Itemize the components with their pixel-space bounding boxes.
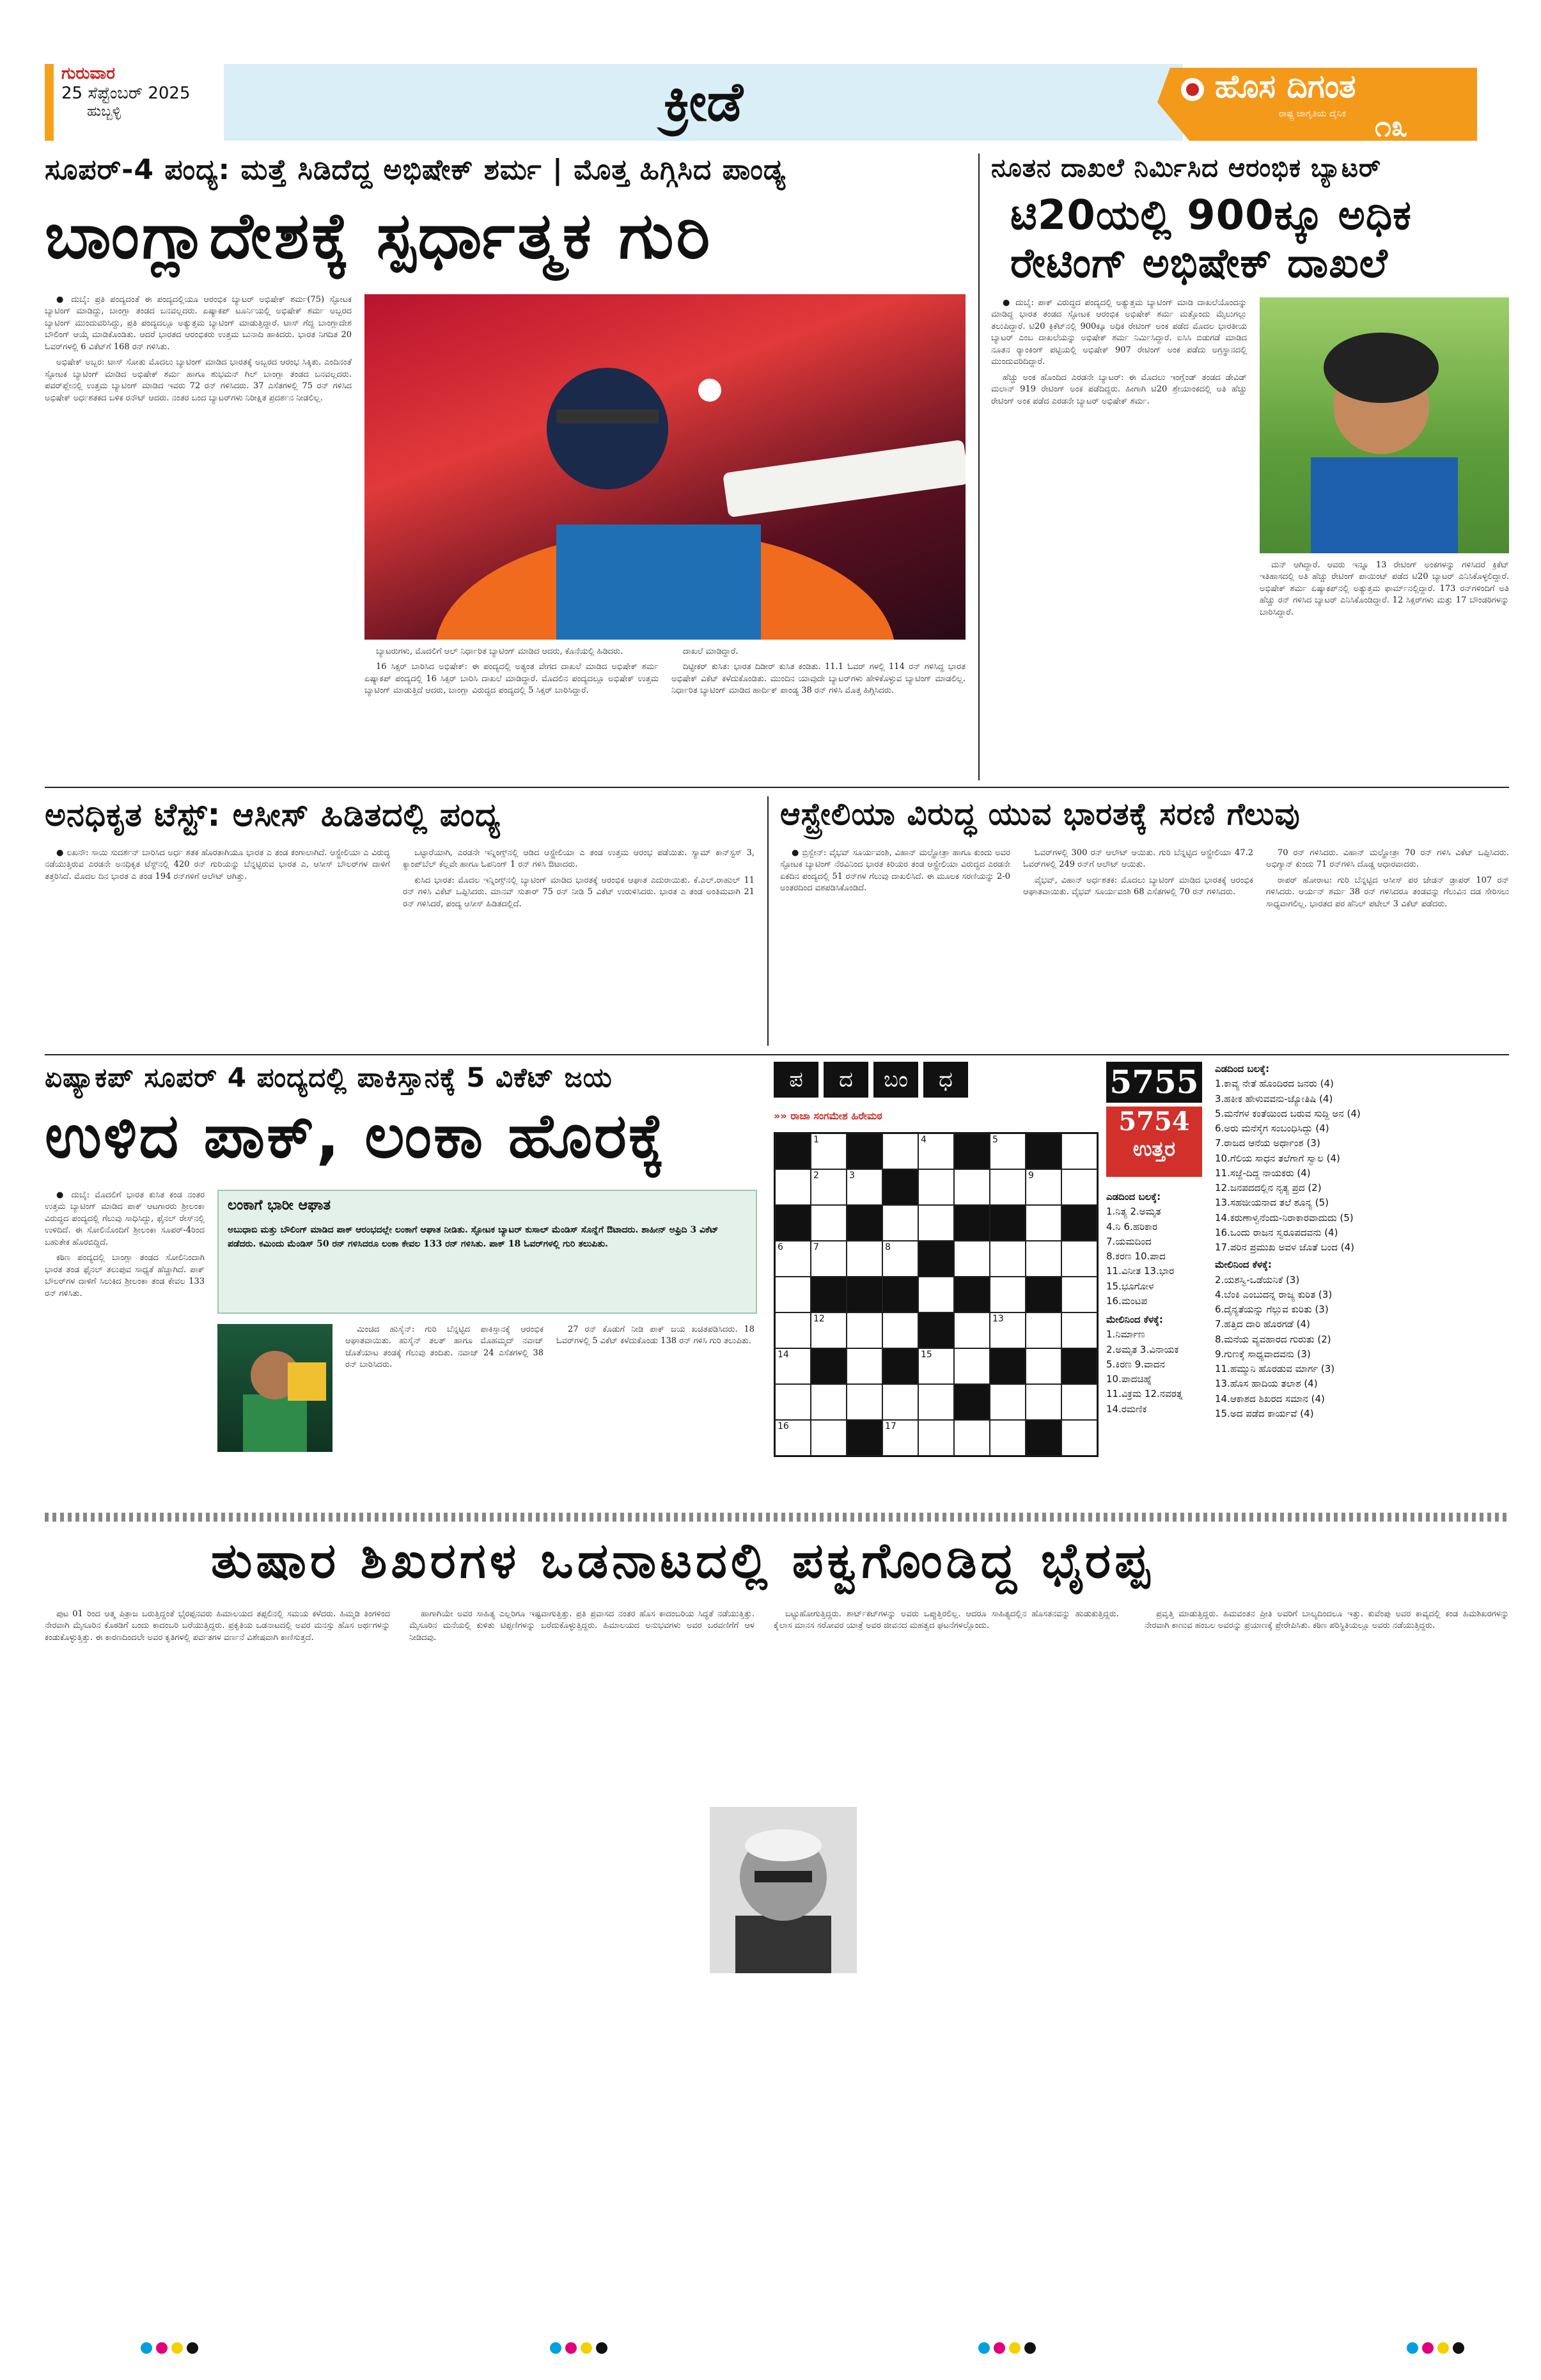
story6-text-3: ಬಟ್ಟುಹೋಗುತ್ತಿದ್ದರು. ಶಾರ್ಟ್‌ಕಟ್‌ಗಳನ್ನು ಅವರು ಒಪ್ಪುತ್ತಿರಲಿಲ್ಲ. ಆದರೂ ಸಾಹಿತ್ಯದಲ್ಲಿನ ಹೊಸತನವನ್ನು ಹುಡುಕುತ್ತಿದ್ದರು. ಕೈಲಾಸ ಮಾನಸ ಸರೋವರ ಯಾತ್ರೆ ಅವರ ಜೀವನದ ಮಹತ್ವದ ಘಟನೆಗಳಲ್ಲೊಂದು. bbox=[774, 1609, 1119, 1631]
prev-across-answer: 7.ಯಮದಿಂದ bbox=[1106, 1235, 1152, 1247]
cell-number: 7 bbox=[813, 1242, 819, 1252]
section-title: ಕ್ರೀಡೆ bbox=[664, 70, 743, 133]
crossword-cell[interactable] bbox=[918, 1348, 954, 1384]
issue-day: ಗುರುವಾರ bbox=[61, 64, 115, 83]
story5-text-3: 27 ರನ್ ಕೊಡುಗೆ ನೀಡಿ ಪಾಕ್ ಜಯ ಖಚಿತಪಡಿಸಿದರು. 18 ಓವರ್‌ಗಳಲ್ಲಿ 5 ವಿಕೆಟ್ ಕಳೆದುಕೊಂಡು 138 ರನ್ ಗಳಿಸಿ ಗುರಿ ತಲುಪಿತು. bbox=[556, 1325, 755, 1346]
crossword-cell[interactable] bbox=[990, 1312, 1026, 1348]
crossword-cell[interactable] bbox=[847, 1384, 882, 1420]
registration-dot-group bbox=[978, 2342, 1040, 2356]
story6-text-4: ಪ್ರವೃತ್ತಿ ಮಾಡುತ್ತಿದ್ದರು. ಹಿಮವಂತನ ಪ್ರೀತಿ ಅವರಿಗೆ ಬಾಲ್ಯದಿಂದಲೂ ಇತ್ತು. ಕುವೆಂಪು ಅವರ ಕಾವ್ಯದಲ್ಲಿ ಕಂಡ ಹಿಮಶಿಖರಗಳನ್ನು ನೇರವಾಗಿ ಕಾಣುವ ಹಂಬಲ ಅವರನ್ನು ಪ್ರಯಾಣಕ್ಕೆ ಪ್ರೇರೇಪಿಸಿತು. ಕಠಿಣ ಪರಿಸ್ಥಿತಿಯಲ್ಲೂ ಅವರು ನಡೆಯುತ್ತಿದ್ದರು. bbox=[1145, 1609, 1509, 1631]
crossword-cell[interactable] bbox=[954, 1420, 990, 1456]
vertical-rule-top bbox=[978, 154, 980, 780]
batter-figure bbox=[364, 294, 966, 640]
story1-text-1: ● ದುಬೈ: ಪ್ರತಿ ಪಂದ್ಯದಂತೆ ಈ ಪಂದ್ಯದಲ್ಲಿಯೂ ಆರಂಭಿಕ ಬ್ಯಾಟರ್ ಅಭಿಷೇಕ್ ಶರ್ಮ(75) ಸ್ಫೋಟಕ ಬ್ಯಾಟಿಂಗ್ ಮಾಡಿದ್ದು, ಬಾಂಗ್ಲಾ ತಂಡದ ಬನವಲ್ಲದರು. ಏಷ್ಯಾಕಪ್ ಟೂರ್ನಿಯಲ್ಲಿ ಅಭಿಷೇಕ್ ಶರ್ಮ ಅಬ್ಬರದ ಬ್ಯಾಟಿಂಗ್ ಮುಂದುವರಿಸಿದ್ದು, ಪ್ರತಿ ಪಂದ್ಯದಲ್ಲೂ ಅತ್ಯುತ್ತಮ ಬ್ಯಾಟಿಂಗ್ ಮಾಡುತ್ತಿದ್ದಾರೆ. ಟಾಸ್ ಗೆದ್ದ ಬಾಂಗ್ಲಾದೇಶ ಬೌಲಿಂಗ್ ಆಯ್ಕೆ ಮಾಡಿಕೊಂಡಿತು. ಆದರೆ ಭಾರತದ ಆರಂಭಿಕರು ಉತ್ತಮ ಬುನಾದಿ ಹಾಕಿದರು. ಭಾರತ ನಿಗದಿತ 20 ಓವರ್‌ಗಳಲ್ಲಿ 6 ವಿಕೆಟ್‌ಗೆ 168 ರನ್ ಗಳಿಸಿತು. bbox=[45, 295, 352, 352]
crossword-block bbox=[1061, 1205, 1097, 1241]
story6-text-2: ಹಾಗಾಗಿಯೇ ಅವರ ಸಾಹಿತ್ಯ ಎಲ್ಲರಿಗೂ ಇಷ್ಟವಾಗುತ್ತಿತ್ತು. ಪ್ರತಿ ಪ್ರವಾಸದ ನಂತರ ಹೊಸ ಕಾದಂಬರಿಯ ಸಿದ್ಧತೆ ನಡೆಯುತ್ತಿತ್ತು. ಮೈಸೂರಿನ ಮನೆಯಲ್ಲಿ ಕುಳಿತು ಟಿಪ್ಪಣಿಗಳನ್ನು ಬರೆದುಕೊಳ್ಳುತ್ತಿದ್ದರು. ಹಿಮಾಲಯದ ಅನುಭವಗಳು ಅವರ ಬರವಣಿಗೆಗೆ ಆಳ ನೀಡಿದವು. bbox=[409, 1609, 755, 1643]
crossword-cell[interactable] bbox=[990, 1277, 1026, 1312]
across-clue: 13.ಸಹಜೀಯನಾದ ತಲೆ ಶೂನ್ಯ (5) bbox=[1215, 1197, 1329, 1209]
down-clue: 11.ಹಮ್ಮುನಿ ಹೊರಡುವ ಮಾರ್ಗ (3) bbox=[1215, 1363, 1335, 1375]
story4-text-3b: ರಾಪರ್ ಹೋರಾಟ: ಗುರಿ ಬೆನ್ನಟ್ಟಿದ ಆಸೀಸ್ ಪರ ಜೇಡನ್ ಡ್ರಾಪರ್ 107 ರನ್ ಗಳಿಸಿದರು. ಆರ್ಯನ್ ಶರ್ಮ 38 ರನ್ ಗಳಿಸಿದರೂ ತಂಡವನ್ನು ಗೆಲುವಿನ ದಡ ಸೇರಿಸಲು ಸಾಧ್ಯವಾಗಲಿಲ್ಲ. ಭಾರತದ ಪರ ಹೆನಿಲ್ ಪಟೇಲ್ 3 ವಿಕೆಟ್ ಪಡೆದರು. bbox=[1266, 875, 1509, 909]
crossword-block bbox=[847, 1277, 882, 1312]
prev-across-answer: 4.ನಿ 6.ಹರಿಕಾರ bbox=[1106, 1220, 1158, 1233]
cell-number: 15 bbox=[921, 1350, 932, 1360]
title-letter-3: ಬಂ bbox=[873, 1062, 918, 1098]
story1-text-3b: ದಿಟ್ಟೀಕರ್ ಕುಸಿತ: ಭಾರತ ದಿಡೀರ್ ಕುಸಿತ ಕಂಡಿತು. 11.1 ಓವರ್ ಗಳಲ್ಲಿ 114 ರನ್ ಗಳಿಸಿದ್ದ ಭಾರತ ಅಭಿಷೇಕ್ ವಿಕೆಟ್ ಕಳೆದುಕೊಂಡಿತು. ಮುಂದಿನ ಯಾವುದೇ ಬ್ಯಾಟರ್‌ಗಳು ಹೇಳಿಕೊಳ್ಳುವ ಬ್ಯಾಟಿಂಗ್ ಮಾಡಲಿಲ್ಲ. ನಿರ್ಧಾರಿತ ಬ್ಯಾಟಿಂಗ್ ಮಾಡಿದ ಹಾರ್ದಿಕ್ ಪಾಂಡ್ಯ 38 ರನ್ ಗಳಿಸಿ ಮೊತ್ತ ಹಿಗ್ಗಿಸಿದರು. bbox=[671, 662, 966, 696]
crossword-cell[interactable] bbox=[775, 1241, 811, 1277]
crossword-clues bbox=[1215, 1062, 1509, 1503]
answer-number: 5754 bbox=[1118, 1107, 1190, 1137]
crossword-block bbox=[882, 1348, 918, 1384]
story1-headline: ಬಾಂಗ್ಲಾದೇಶಕ್ಕೆ ಸ್ಪರ್ಧಾತ್ಮಕ ಗುರಿ bbox=[45, 198, 713, 273]
crossword-cell[interactable] bbox=[882, 1241, 918, 1277]
crossword-cell[interactable] bbox=[811, 1241, 847, 1277]
crossword-panel bbox=[774, 1062, 1509, 1503]
story2-column-2 bbox=[1260, 560, 1509, 780]
story5-column-2 bbox=[345, 1324, 544, 1503]
puzzle-number: 5755 bbox=[1106, 1062, 1202, 1103]
crossword-block bbox=[1026, 1133, 1061, 1169]
registration-dot bbox=[1422, 2342, 1434, 2354]
cell-number: 17 bbox=[885, 1421, 896, 1431]
story2-headline-line2: ರೇಟಿಂಗ್ ಅಭಿಷೇಕ್ ದಾಖಲೆ bbox=[1010, 240, 1388, 287]
registration-dot bbox=[596, 2342, 607, 2354]
brand-logo bbox=[1145, 64, 1483, 141]
crossword-cell[interactable] bbox=[990, 1420, 1026, 1456]
crossword-block bbox=[775, 1205, 811, 1241]
crossword-block bbox=[954, 1277, 990, 1312]
cell-number: 13 bbox=[992, 1314, 1004, 1324]
crossword-cell[interactable] bbox=[775, 1384, 811, 1420]
registration-dot bbox=[565, 2342, 577, 2354]
crossword-cell[interactable] bbox=[1061, 1420, 1097, 1456]
title-letter-2: ದ bbox=[824, 1062, 868, 1098]
lanka-shock-box bbox=[217, 1190, 757, 1314]
crossword-block bbox=[954, 1384, 990, 1420]
across-clue: 12.ಜನಪದದಲ್ಲಿನ ನೃತ್ಯ ಪ್ರದ (2) bbox=[1215, 1182, 1322, 1194]
story2-headline-line1: ಟಿ20ಯಲ್ಲಿ 900ಕ್ಕೂ ಅಧಿಕ bbox=[1010, 192, 1412, 239]
story6-column-4 bbox=[1145, 1609, 1509, 2325]
crossword-cell[interactable] bbox=[1061, 1133, 1097, 1169]
registration-dot bbox=[1009, 2342, 1021, 2354]
story1-column-1 bbox=[45, 294, 352, 780]
crossword-cell[interactable] bbox=[1061, 1312, 1097, 1348]
brand-tagline: ರಾಷ್ಟ್ರ ಜಾಗೃತಿಯ ದೈನಿಕ bbox=[1279, 109, 1347, 119]
story2-text-1: ● ದುಬೈ: ಪಾಕ್ ವಿರುದ್ಧದ ಪಂದ್ಯದಲ್ಲಿ ಅತ್ಯುತ್ತಮ ಬ್ಯಾಟಿಂಗ್ ಮಾಡಿ ದಾಖಲೆಯೊಂದನ್ನು ಮಾಡಿದ್ದ ಭಾರತ ತಂಡದ ಸ್ಫೋಟಕ ಆರಂಭಿಕ ಅಭಿಷೇಕ್ ಶರ್ಮ ಮತ್ತೊಂದು ಮೈಲುಗಲ್ಲು ತಲುಪಿದ್ದಾರೆ. ಟಿ20 ಕ್ರಿಕೆಟ್‌ನಲ್ಲಿ 900ಕ್ಕೂ ಅಧಿಕ ರೇಟಿಂಗ್ ಅಂಕ ಪಡೆದ ಮೊದಲ ಭಾರತೀಯ ಬ್ಯಾಟರ್ ಎಂಬ ದಾಖಲೆಯನ್ನು ಅಭಿಷೇಕ್ ಶರ್ಮ ನಿರ್ಮಿಸಿದ್ದಾರೆ. ಐಸಿಸಿ ಬಿಡುಗಡೆ ಮಾಡಿದ ನೂತನ ರ‍್ಯಾಂಕಿಂಗ್ ಪಟ್ಟಿಯಲ್ಲಿ ಅಭಿಷೇಕ್ 907 ರೇಟಿಂಗ್ ಅಂಕ ಪಡೆದು ಅಗ್ರಸ್ಥಾನದಲ್ಲಿ ಮುಂದುವರಿದಿದ್ದಾರೆ. bbox=[991, 298, 1247, 367]
registration-dot bbox=[156, 2342, 168, 2354]
story2-kicker: ನೂತನ ದಾಖಲೆ ನಿರ್ಮಿಸಿದ ಆರಂಭಿಕ ಬ್ಯಾಟರ್ bbox=[991, 154, 1382, 183]
abhishek-batting-photo bbox=[364, 294, 966, 640]
issue-city: ಹುಬ್ಬಳ್ಳಿ bbox=[87, 104, 121, 120]
story6-headline: ತುಷಾರ ಶಿಖರಗಳ ಒಡನಾಟದಲ್ಲಿ ಪಕ್ವಗೊಂಡಿದ್ದ ಭೈರಪ್ಪ bbox=[211, 1532, 1154, 1589]
crossword-cell[interactable] bbox=[918, 1420, 954, 1456]
story1-text-1b: ಅಭಿಷೇಕ್ ಅಬ್ಬರ: ಟಾಸ್ ಸೋತು ಮೊದಲು ಬ್ಯಾಟಿಂಗ್ ಮಾಡಿದ ಭಾರತಕ್ಕೆ ಅಬ್ಬರದ ಆರಂಭ ಸಿಕ್ಕಿತು. ಎಂದಿನಂತೆ ಸ್ಫೋಟಕ ಬ್ಯಾಟಿಂಗ್ ಮಾಡಿದ ಅಭಿಷೇಕ್ ಶರ್ಮ ಹಾಗೂ ಶುಭಮನ್ ಗಿಲ್ ಬಾಂಗ್ಲಾ ತಂಡದ ಬನವಲ್ಲದರು. ಪವರ್‌ಪ್ಲೇನಲ್ಲಿ ಉತ್ತಮ ಬ್ಯಾಟಿಂಗ್ ಮಾಡಿದ ಇವರು 72 ರನ್ ಗಳಿಸಿದರು. 37 ಎಸೆತಗಳಲ್ಲಿ 75 ರನ್ ಗಳಿಸಿದ ಅಭಿಷೇಕ್ ಅರ್ಧಶತಕದ ಬಳಿಕ ರನೌಟ್ ಆದರು. ನಂತರ ಬಂದ ಬ್ಯಾಟರ್‌ಗಳು ನಿರೀಕ್ಷಿತ ಪ್ರದರ್ಶನ ನೀಡಲಿಲ್ಲ. bbox=[45, 358, 352, 403]
registration-dot-group bbox=[550, 2342, 611, 2356]
crossword-cell[interactable] bbox=[847, 1312, 882, 1348]
crossword-block bbox=[990, 1205, 1026, 1241]
crossword-cell[interactable] bbox=[811, 1133, 847, 1169]
prev-across-answer: 8.ಕರಣ 10.ಪಾದ bbox=[1106, 1250, 1166, 1262]
crossword-block bbox=[847, 1205, 882, 1241]
player-figure bbox=[217, 1324, 332, 1452]
crossword-title bbox=[774, 1062, 1106, 1100]
crossword-cell[interactable] bbox=[1026, 1384, 1061, 1420]
prev-down-answer: 1.ನಿರ್ಮಾಣ bbox=[1106, 1328, 1145, 1341]
section-banner bbox=[224, 64, 1183, 141]
crossword-block bbox=[1026, 1420, 1061, 1456]
story6-column-2 bbox=[409, 1609, 755, 2325]
story6-column-1 bbox=[45, 1609, 390, 2325]
crossword-cell[interactable] bbox=[990, 1133, 1026, 1169]
crossword-cell[interactable] bbox=[1061, 1277, 1097, 1312]
crossword-cell[interactable] bbox=[918, 1169, 954, 1205]
cell-number: 2 bbox=[813, 1170, 819, 1181]
registration-dot bbox=[187, 2342, 198, 2354]
cell-number: 9 bbox=[1028, 1170, 1034, 1181]
horizontal-rule-2 bbox=[45, 1054, 1509, 1055]
prev-down-list bbox=[1106, 1327, 1202, 1417]
crossword-cell[interactable] bbox=[1026, 1205, 1061, 1241]
story3-headline: ಅನಧಿಕೃತ ಟೆಸ್ಟ್: ಆಸೀಸ್ ಹಿಡಿತದಲ್ಲಿ ಪಂದ್ಯ bbox=[45, 796, 501, 833]
crossword-cell[interactable] bbox=[882, 1133, 918, 1169]
crossword-cell[interactable] bbox=[847, 1241, 882, 1277]
down-clue: 2.ಯಶಸ್ವಿ-ಒಡೆಯನಿಕೆ (3) bbox=[1215, 1273, 1300, 1286]
issue-date: 25 ಸೆಪ್ಟೆಂಬರ್ 2025 bbox=[61, 84, 191, 103]
down-clue: 6.ದೈನ್ಯತೆಯನ್ನು ಗೆಲ್ಲುವ ಕುರಿತು (3) bbox=[1215, 1304, 1329, 1315]
cell-number: 6 bbox=[778, 1242, 783, 1252]
crossword-cell[interactable] bbox=[954, 1241, 990, 1277]
cell-number: 1 bbox=[813, 1135, 819, 1145]
story5-text-1b: ಕಠಿಣ ಪಂದ್ಯದಲ್ಲಿ ಬಾಂಗ್ಲಾ ತಂಡದ ಸೋಲಿನಿಂದಾಗಿ ಭಾರತ ತಂಡ ಫೈನಲ್ ತಲುಪುವ ಸಾಧ್ಯತೆ ಹೆಚ್ಚಾಗಿದೆ. ಪಾಕ್ ಬೌಲರ್‌ಗಳ ದಾಳಿಗೆ ಸಿಲುಕಿದ ಶ್ರೀಲಂಕಾ ತಂಡ ಕೇವಲ 133 ರನ್ ಗಳಿಸಿತು. bbox=[45, 1253, 205, 1298]
crossword-cell[interactable] bbox=[775, 1169, 811, 1205]
crossword-cell[interactable] bbox=[1026, 1241, 1061, 1277]
down-clue: 7.ಹತ್ತಿದ ದಾರಿ ಹೊರಗಡೆ (4) bbox=[1215, 1318, 1310, 1330]
crossword-block bbox=[918, 1241, 954, 1277]
story6-text-1: ಪುಟ 01 ರಿಂದ ಆತ್ಮ ಪಿತ್ರಾಜ ಬರುತ್ತಿದ್ದಂತೆ ಭೈರಪ್ಪನವರು ಹಿಮಾಲಯದ ತಪ್ಪಲಿನಲ್ಲಿ ಸಮಯ ಕಳೆದರು. ಹಿಮ್ಮಡಿ ತಿಂಗಳಿಂದ ನೇರವಾಗಿ ಮೈಸೂರಿನ ಕೊಠಡಿಗೆ ಬಂದು ಕಾದಂಬರಿ ಬರೆಯುತ್ತಿದ್ದರು. ಪ್ರಕೃತಿಯ ಒಡನಾಟದಲ್ಲಿ ಅವರ ಮನಸ್ಸು ಹೊಸ ಅರ್ಥಗಳನ್ನು ಕಂಡುಕೊಳ್ಳುತ್ತಿತ್ತು. ಈ ಕಾರಣದಿಂದಲೇ ಅವರ ಕೃತಿಗಳಲ್ಲಿ ಪರ್ವತಗಳ ವರ್ಣನೆ ವಿಶೇಷವಾಗಿ ಕಾಣಿಸುತ್ತದೆ. bbox=[45, 1609, 390, 1643]
story5-kicker: ಏಷ್ಯಾಕಪ್ ಸೂಪರ್ 4 ಪಂದ್ಯದಲ್ಲಿ ಪಾಕಿಸ್ತಾನಕ್ಕೆ 5 ವಿಕೆಟ್ ಜಯ bbox=[45, 1062, 613, 1093]
down-clues-list bbox=[1215, 1273, 1509, 1422]
crossword-block bbox=[811, 1277, 847, 1312]
crossword-cell[interactable] bbox=[847, 1348, 882, 1384]
across-clue: 11.ಸಜ್ಜೆ-ದಿದ್ದ ನಾಯಕರು (4) bbox=[1215, 1167, 1311, 1179]
crossword-cell[interactable] bbox=[882, 1312, 918, 1348]
brand-name: ಹೊಸ ದಿಗಂತ bbox=[1215, 68, 1356, 105]
title-letter-4: ಧ bbox=[923, 1062, 968, 1098]
answer-box bbox=[1106, 1107, 1202, 1177]
story2-column-1 bbox=[991, 297, 1247, 780]
story4-text-2: ಓವರ್‌ಗಳಲ್ಲಿ 300 ರನ್ ಆಲೌಟ್ ಆಯಿತು. ಗುರಿ ಬೆನ್ನಟ್ಟಿದ ಆಸ್ಟ್ರೇಲಿಯಾ 47.2 ಓವರ್‌ಗಳಲ್ಲಿ 249 ರನ್‌ಗೆ ಆಲೌಟ್ ಆಯಿತು. bbox=[1023, 848, 1253, 870]
down-clue: 8.ಮನೆಯ ವ್ಯವಹಾರದ ಗುರುತು (2) bbox=[1215, 1333, 1331, 1345]
story3-text-2b: ಕುಸಿದ ಭಾರತ: ಮೊದಲ ಇನ್ನಿಂಗ್ಸ್‌ನಲ್ಲಿ ಬ್ಯಾಟಿಂಗ್ ಮಾಡಿದ ಭಾರತಕ್ಕೆ ಆರಂಭಿಕ ಆಘಾತ ಎದುರಾಯಿತು. ಕೆ.ಎಲ್.ರಾಹುಲ್ 11 ರನ್ ಗಳಿಸಿ ವಿಕೆಟ್ ಒಪ್ಪಿಸಿದರು. ಮಾನವ್ ಸುತಾರ್ 75 ರನ್ ನೀಡಿ 5 ವಿಕೆಟ್ ಉರುಳಿಸಿದರು. ಭಾರತ ಎ ತಂಡ ಅಂತಿಮವಾಗಿ 21 ರನ್ ಗಳಿಸಿದರೆ, ಪಂದ್ಯ ಆಸೀಸ್ ಹಿಡಿತದಲ್ಲಿದೆ. bbox=[403, 875, 755, 909]
crossword-cell[interactable] bbox=[811, 1169, 847, 1205]
across-clue: 6.ಅರು ಮನೆಸ್ಕೆಗ ಸಂಬಂಧಿಸಿದ್ದು (4) bbox=[1215, 1123, 1329, 1134]
registration-dot bbox=[141, 2342, 152, 2354]
crossword-block bbox=[882, 1169, 918, 1205]
story-unofficial-test bbox=[45, 796, 755, 1046]
across-clue: 5.ಮನೆಗಳ ಕಂತೆಯಿಂದ ಬರುವ ಸುದ್ದಿ ಅನ (4) bbox=[1215, 1107, 1361, 1119]
crossword-cell[interactable] bbox=[918, 1384, 954, 1420]
crossword-block bbox=[882, 1277, 918, 1312]
crossword-block bbox=[1026, 1277, 1061, 1312]
crossword-cell[interactable] bbox=[1061, 1169, 1097, 1205]
story2-text-1b: ಹೆಚ್ಚು ಅಂಕ ಹೊಂದಿದ ಎರಡನೇ ಬ್ಯಾಟರ್: ಈ ಮೊದಲು ಇಂಗ್ಲೆಂಡ್ ತಂಡದ ಡೇವಿಡ್ ಮಲಾನ್ 919 ರೇಟಿಂಗ್ ಅಂಕ ಪಡೆದಿದ್ದರು. ಹೀಗಾಗಿ ಟಿ20 ಶ್ರೇಯಾಂಕದಲ್ಲಿ ಅತಿ ಹೆಚ್ಚು ರೇಟಿಂಗ್ ಅಂಕ ಪಡೆದ ಎರಡನೇ ಬ್ಯಾಟರ್ ಅಭಿಷೇಕ್ ಶರ್ಮ. bbox=[991, 372, 1247, 406]
lanka-box-title: ಲಂಕಾಗೆ ಭಾರೀ ಆಘಾತ bbox=[228, 1197, 331, 1213]
crossword-block bbox=[811, 1348, 847, 1384]
crossword-cell[interactable] bbox=[775, 1312, 811, 1348]
across-clue: 16.ಒಂದು ರಾಜನ ಸ್ವರೂಪದವನು (4) bbox=[1215, 1226, 1338, 1238]
crossword-block bbox=[918, 1312, 954, 1348]
prev-down-answer: 11.ವಿಕ್ರಮ 12.ನವರತ್ನ bbox=[1106, 1388, 1183, 1400]
story4-text-1: ● ಬ್ರಿಸ್ಬೇನ್: ವೈಭವ್ ಸೂರ್ಯವಂಶಿ, ವಿಹಾನ್ ಮಲ್ಹೋತ್ರಾ ಹಾಗೂ ಕುಂದು ಅವರ ಸ್ಫೋಟಕ ಬ್ಯಾಟಿಂಗ್ ನೆರವಿನಿಂದ ಭಾರತ ಕಿರಿಯರ ತಂಡ ಆಸ್ಟ್ರೇಲಿಯಾ ವಿರುದ್ಧದ ಎರಡನೇ ಏಕದಿನ ಪಂದ್ಯದಲ್ಲಿ 51 ರನ್‌ಗಳ ಗೆಲುವು ದಾಖಲಿಸಿದೆ. ಈ ಮೂಲಕ ಸರಣಿಯನ್ನು 2-0 ಅಂತರದಿಂದ ವಶಪಡಿಸಿಕೊಂಡಿದೆ. bbox=[780, 848, 1010, 894]
down-clue: 9.ಗುಣಕ್ಕೆ ಸಾಧ್ಯವಾದವನು (3) bbox=[1215, 1348, 1311, 1360]
abhishek-portrait-photo bbox=[1260, 297, 1509, 553]
pakistan-player-photo bbox=[217, 1324, 332, 1452]
crossword-cell[interactable] bbox=[954, 1169, 990, 1205]
cell-number: 3 bbox=[849, 1170, 855, 1181]
crossword-cell[interactable] bbox=[1026, 1169, 1061, 1205]
across-clue: 7.ರಾಜದ ಆನೆಯ ಅರ್ಧಾಂಶ (3) bbox=[1215, 1137, 1320, 1149]
divider-dashes bbox=[45, 1513, 1509, 1522]
across-clues-title: ಎಡದಿಂದ ಬಲಕ್ಕೆ: bbox=[1215, 1063, 1270, 1075]
cell-number: 8 bbox=[885, 1242, 891, 1252]
registration-dot bbox=[994, 2342, 1005, 2354]
crossword-block bbox=[775, 1133, 811, 1169]
cell-number: 4 bbox=[921, 1135, 927, 1145]
crossword-cell[interactable] bbox=[990, 1241, 1026, 1277]
story5-text-2: ಮಿಂಚಿದ ಹುಸೈನ್: ಗುರಿ ಬೆನ್ನಟ್ಟಿದ ಪಾಕಿಸ್ತಾನಕ್ಕೆ ಆರಂಭಿಕ ಆಘಾತವಾಯಿತು. ಹುಸೈನ್ ತಲತ್ ಹಾಗೂ ಮೊಹಮ್ಮದ್ ನವಾಜ್ ಜೊತೆಯಾಟ ತಂಡಕ್ಕೆ ಗೆಲುವು ತಂದಿತು. ನವಾಜ್ 24 ಎಸೆತಗಳಲ್ಲಿ 38 ರನ್ ಬಾರಿಸಿದರು. bbox=[345, 1325, 544, 1370]
crossword-cell[interactable] bbox=[1061, 1241, 1097, 1277]
story3-column-1 bbox=[45, 847, 390, 1046]
story5-column-1 bbox=[45, 1190, 205, 1503]
story-rating-record bbox=[991, 154, 1509, 780]
story1-text-3: ದಾಖಲೆ ಮಾಡಿದ್ದಾರೆ. bbox=[683, 647, 739, 656]
story1-text-2b: 16 ಸಿಕ್ಸರ್ ಬಾರಿಸಿದ ಅಭಿಷೇಕ್: ಈ ಪಂದ್ಯದಲ್ಲಿ ಅತ್ಯಂತ ವೇಗದ ದಾಖಲೆ ಮಾಡಿದ ಅಭಿಷೇಕ್ ಶರ್ಮ ಏಷ್ಯಾಕಪ್ ಪಂದ್ಯದಲ್ಲಿ 16 ಸಿಕ್ಸರ್ ಬಾರಿಸಿ ದಾಖಲೆ ಮಾಡಿದ್ದಾರೆ. ಮೊದಲಿನ ಪಂದ್ಯದಲ್ಲೂ ಅಭಿಷೇಕ್ ಉತ್ತಮ ಬ್ಯಾಟಿಂಗ್ ಮಾಡುತ್ತಿದೆ ಆದರು, ಬಾಂಗ್ಲಾ ವಿರುದ್ಧದ ಪಂದ್ಯದಲ್ಲಿ 5 ಸಿಕ್ಸರ್ ಬಾರಿಸಿದ್ದಾರೆ. bbox=[364, 662, 659, 696]
story5-column-3 bbox=[556, 1324, 755, 1503]
print-registration-marks bbox=[0, 2342, 1541, 2361]
registration-dot bbox=[978, 2342, 990, 2354]
story4-column-3 bbox=[1266, 847, 1509, 1046]
crossword-cell[interactable] bbox=[882, 1384, 918, 1420]
prev-across-answer: 1.ನಿತ್ಯ 2.ಅಮೃತ bbox=[1106, 1206, 1161, 1218]
crossword-cell[interactable] bbox=[847, 1169, 882, 1205]
prev-across-answer: 16.ಮಂಟಪ bbox=[1106, 1295, 1148, 1307]
prev-down-answer: 14.ರಮಣಿಕ bbox=[1106, 1403, 1147, 1415]
registration-dot-group bbox=[1407, 2342, 1468, 2356]
across-clue: 3.ಹಕೀಕ ಹೇಳುವವನು-ಜ್ಯೋತಿಷಿ (4) bbox=[1215, 1092, 1333, 1105]
title-letter-1: ಪ bbox=[774, 1062, 818, 1098]
crossword-cell[interactable] bbox=[918, 1133, 954, 1169]
registration-dot bbox=[171, 2342, 183, 2354]
issue-date-block bbox=[45, 64, 228, 141]
prev-across-answer: 11.ವಿನೀತ 13.ಭಾರ bbox=[1106, 1265, 1175, 1277]
crossword-block bbox=[847, 1133, 882, 1169]
crossword-cell[interactable] bbox=[775, 1420, 811, 1456]
crossword-cell[interactable] bbox=[775, 1277, 811, 1312]
story4-column-1 bbox=[780, 847, 1010, 1046]
across-clue: 10.ಗೆಲಿಯ ಸಾಧನ ತಲೆಗಾಗೆ ಸ್ವಾಲ (4) bbox=[1215, 1152, 1340, 1164]
previous-answers bbox=[1106, 1190, 1202, 1484]
across-clue: 14.ಕರುಣಾಳ್ವನೆಂದು-ನಿರಾಕಾರವಾದುದು (5) bbox=[1215, 1211, 1354, 1224]
crossword-cell[interactable] bbox=[954, 1348, 990, 1384]
crossword-cell[interactable] bbox=[918, 1277, 954, 1312]
crossword-block bbox=[954, 1133, 990, 1169]
story4-text-2b: ವೈಭವ್, ವಿಹಾನ್ ಅರ್ಧಶತಕ: ಮೊದಲು ಬ್ಯಾಟಿಂಗ್ ಮಾಡಿದ ಭಾರತಕ್ಕೆ ಆರಂಭಿಕ ಆಘಾತವಾಯಿತು. ವೈಭವ್ ಸೂರ್ಯವಂಶಿ 68 ಎಸೆತಗಳಲ್ಲಿ 70 ರನ್ ಗಳಿಸಿದರು. bbox=[1023, 875, 1253, 897]
lanka-box-text: ಅಬುಧಾಬಿ ಮತ್ತು ಬೌಲಿಂಗ್ ಮಾಡಿದ ಪಾಕ್ ಆರಂಭದಲ್ಲೇ ಲಂಕಾಗೆ ಆಘಾತ ನೀಡಿತು. ಸ್ಫೋಟಕ ಬ್ಯಾಟರ್ ಕುಸಾಲ್ ಮೆಂಡಿಸ್ ಸೊನ್ನೆಗೆ ಔಟಾದರು. ಶಾಹೀನ್ ಅಫ್ರಿದಿ 3 ವಿಕೆಟ್ ಪಡೆದರು. ಕಮಿಂದು ಮೆಂಡಿಸ್ 50 ರನ್ ಗಳಿಸಿದರೂ ಲಂಕಾ ಕೇವಲ 133 ರನ್ ಗಳಿಸಿತು. ಪಾಕ್ 18 ಓವರ್‌ಗಳಲ್ಲಿ ಗುರಿ ತಲುಪಿತು. bbox=[228, 1225, 719, 1250]
prev-across-title: ಎಡದಿಂದ ಬಲಕ್ಕೆ: bbox=[1106, 1191, 1161, 1202]
prev-across-answer: 15.ಭೂಗೋಳ bbox=[1106, 1280, 1154, 1292]
crossword-cell[interactable] bbox=[990, 1384, 1026, 1420]
crossword-cell[interactable] bbox=[882, 1205, 918, 1241]
crossword-cell[interactable] bbox=[1061, 1384, 1097, 1420]
crossword-block bbox=[954, 1205, 990, 1241]
crossword-cell[interactable] bbox=[811, 1205, 847, 1241]
crossword-cell[interactable] bbox=[811, 1384, 847, 1420]
story4-text-3: 70 ರನ್ ಗಳಿಸಿದರು. ವಿಹಾನ್ ಮಲ್ಹೋತ್ರಾ 70 ರನ್ ಗಳಿಸಿ ವಿಕೆಟ್ ಒಪ್ಪಿಸಿದರು. ಅಭಿಗ್ಯಾನ್ ಕುಂದು 71 ರನ್‌ಗಳಿಸಿ ದೊಡ್ಡ ಆಧಾರವಾದರು. bbox=[1266, 848, 1509, 870]
prev-across-list bbox=[1106, 1204, 1202, 1309]
crossword-cell[interactable] bbox=[811, 1420, 847, 1456]
cell-number: 16 bbox=[778, 1421, 789, 1431]
vertical-rule-mid bbox=[767, 796, 769, 1046]
crossword-cell[interactable] bbox=[990, 1169, 1026, 1205]
story-bangladesh bbox=[45, 154, 966, 780]
answer-label: ಉತ್ತರ bbox=[1132, 1137, 1176, 1161]
story2-text-2: ಮನ್ ಆಗಿದ್ದಾರೆ. ಆವರು ಇನ್ನೂ 13 ರೇಟಿಂಗ್ ಅಂಕಗಳನ್ನು ಗಳಿಸಿದರೆ ಕ್ರಿಕೆಟ್ ಇತಿಹಾಸದಲ್ಲಿ ಅತಿ ಹೆಚ್ಚು ರೇಟಿಂಗ್ ಪಾಯಿಂಟ್ ಪಡೆದ ಟಿ20 ಬ್ಯಾಟರ್ ಎನಿಸಿಕೊಳ್ಳಲಿದ್ದಾರೆ. ಅಭಿಷೇಕ್ ಶರ್ಮ ಏಷ್ಯಾಕಪ್‌ನಲ್ಲಿ ಅತ್ಯುತ್ತಮ ಫಾರ್ಮ್‌ನಲ್ಲಿದ್ದಾರೆ. 173 ರನ್‌ಗಳಿಂದಿಗೆ ಅತಿ ಹೆಚ್ಚು ರನ್ ಗಳಿಸಿದ ಬ್ಯಾಟರ್ ಎನಿಸಿಕೊಂಡಿದ್ದಾರೆ. 12 ಸಿಕ್ಸರ್‌ಗಳು ಮತ್ತು 17 ಬೌಂಡರಿಗಳನ್ನು ಬಾರಿಸಿದ್ದಾರೆ. bbox=[1260, 560, 1509, 617]
story4-headline: ಆಸ್ಟ್ರೇಲಿಯಾ ವಿರುದ್ಧ ಯುವ ಭಾರತಕ್ಕೆ ಸರಣಿ ಗೆಲುವು bbox=[780, 796, 1301, 832]
registration-dot bbox=[550, 2342, 561, 2354]
story1-kicker: ಸೂಪರ್-4 ಪಂದ್ಯ: ಮತ್ತೆ ಸಿಡಿದೆದ್ದ ಅಭಿಷೇಕ್ ಶರ್ಮ | ಮೊತ್ತ ಹಿಗ್ಗಿಸಿದ ಪಾಂಡ್ಯ bbox=[45, 154, 786, 186]
story1-column-3 bbox=[671, 646, 966, 780]
down-clue: 13.ಹೊಸ ಹಾದಿಯ ತಲಾಶ (4) bbox=[1215, 1378, 1318, 1390]
registration-dot bbox=[1407, 2342, 1418, 2354]
portrait-figure bbox=[1260, 297, 1509, 553]
prev-down-answer: 10.ಪಾದಚಿಹ್ನೆ bbox=[1106, 1373, 1152, 1385]
story1-text-2: ಬ್ಯಾಟರುಗಳು, ಮೊದಲಿಗೆ ಆಲ್ ನಿರ್ಧಾರಿತ ಬ್ಯಾಟಿಂಗ್ ಮಾಡಿದ ಆದರು, ಕೊನೆಯಲ್ಲಿ ಹಿಡಿದರು. bbox=[376, 647, 623, 656]
crossword-cell[interactable] bbox=[1026, 1348, 1061, 1384]
across-clues-list bbox=[1215, 1076, 1509, 1255]
across-clue: 1.ಕಾವ್ಯ ನೇತೆ ಹೊಂದಿರದ ಜನರು (4) bbox=[1215, 1078, 1334, 1090]
registration-dot bbox=[1453, 2342, 1464, 2354]
registration-dot bbox=[1024, 2342, 1036, 2354]
registration-dot bbox=[581, 2342, 592, 2354]
cell-number: 14 bbox=[778, 1350, 789, 1360]
page-number: ೧೩ bbox=[1375, 109, 1408, 143]
registration-dot-group bbox=[141, 2342, 202, 2356]
crossword-cell[interactable] bbox=[954, 1312, 990, 1348]
prev-down-answer: 5.ಕಿರಣ 9.ವಾದನ bbox=[1106, 1358, 1165, 1370]
prev-down-title: ಮೇಲಿನಿಂದ ಕೆಳಕ್ಕೆ: bbox=[1106, 1314, 1163, 1325]
story-bhyrappa bbox=[45, 1532, 1509, 2325]
story3-text-2: ಒಟ್ಟಾರೆಯಾಗಿ, ಎರಡನೇ ಇನ್ನಿಂಗ್ಸ್‌ನಲ್ಲಿ ಆಡಿದ ಆಸ್ಟ್ರೇಲಿಯಾ ಎ ತಂಡ ಉತ್ತಮ ಆರಂಭ ಪಡೆಯಿತು. ಸ್ಯಾಮ್ ಕಾನ್‌ಸ್ಟಸ್ 3, ಕ್ಯಾಂಪ್‌ಬೆಲ್ ಕೆಲ್ಲವೇ ಹಾಗೂ ಓಪನಿಂಗ್ 1 ರನ್ ಗಳಿಸಿ ಔಟಾದರು. bbox=[403, 848, 755, 870]
cell-number: 12 bbox=[813, 1314, 825, 1324]
story5-text-1: ● ದುಬೈ: ಮೊದಲಿಗೆ ಭಾರತ ಕುಸಿತ ಕಂಡ ನಂತರ ಉತ್ತಮ ಬ್ಯಾಟಿಂಗ್ ಮಾಡಿದ ಪಾಕ್ ಆಟಗಾರರು ಶ್ರೀಲಂಕಾ ವಿರುದ್ಧದ ಪಂದ್ಯದಲ್ಲಿ ಗೆಲುವು ಸಾಧಿಸಿದ್ದು, ಫೈನಲ್ ರೇಸ್‌ನಲ್ಲಿ ಉಳಿದಿದೆ. ಈ ಸೋಲಿನೊಂದಿಗೆ ಶ್ರೀಲಂಕಾ ಸೂಪರ್-4ರಿಂದ ಬಹುತೇಕ ಹೊರಬಿದ್ದಿದೆ. bbox=[45, 1190, 205, 1247]
story-pak-lanka bbox=[45, 1062, 755, 1503]
crossword-block bbox=[990, 1348, 1026, 1384]
crossword-cell[interactable] bbox=[811, 1312, 847, 1348]
registration-dot bbox=[1437, 2342, 1449, 2354]
story5-headline: ಉಳಿದ ಪಾಕ್, ಲಂಕಾ ಹೊರಕ್ಕೆ bbox=[45, 1100, 667, 1172]
crossword-block bbox=[847, 1420, 882, 1456]
horizontal-rule-1 bbox=[45, 787, 1509, 788]
masthead bbox=[45, 64, 1509, 147]
crossword-cell[interactable] bbox=[918, 1205, 954, 1241]
crossword-author: »» ರಾಜಾ ಸಂಗಮೇಶ ಹಿರೇಮಠ bbox=[774, 1110, 882, 1122]
cell-number: 5 bbox=[992, 1135, 998, 1145]
down-clues-title: ಮೇಲಿನಿಂದ ಕೆಳಕ್ಕೆ: bbox=[1215, 1259, 1272, 1271]
crossword-cell[interactable] bbox=[882, 1420, 918, 1456]
story6-column-3 bbox=[774, 1609, 1119, 2325]
crossword-cell[interactable] bbox=[1026, 1312, 1061, 1348]
story4-column-2 bbox=[1023, 847, 1253, 1046]
down-clue: 4.ಬೆಂಕಿ ಎಂಬುದನ್ನ ರಾಜ್ಯ ಕುರಿತ (3) bbox=[1215, 1288, 1333, 1300]
story-youth-series bbox=[780, 796, 1509, 1046]
crossword-block bbox=[1061, 1348, 1097, 1384]
down-clue: 15.ಅದ ಪಡೆದ ಕಾರ್ಯವೆ (4) bbox=[1215, 1407, 1314, 1419]
crossword-cell[interactable] bbox=[775, 1348, 811, 1384]
down-clue: 14.ಆಕಾಶದ ಶಿಖರದ ಸಮಾನ (4) bbox=[1215, 1392, 1325, 1405]
story1-column-2 bbox=[364, 646, 659, 780]
story3-text-1: ● ಲಖನೌ: ಸಾಯಿ ಸುದರ್ಶನ್ ಬಾರಿಸಿದ ಅರ್ಧ ಶತಕ ಹೊರತಾಗಿಯೂ ಭಾರತ ಎ ತಂಡ ಕಂಗಾಲಾಗಿದೆ. ಆಸ್ಟ್ರೇಲಿಯಾ ಎ ವಿರುದ್ಧ ನಡೆಯುತ್ತಿರುವ ಎರಡನೇ ಅನಧಿಕೃತ ಟೆಸ್ಟ್‌ನಲ್ಲಿ 420 ರನ್ ಗುರಿಯನ್ನು ಬೆನ್ನಟ್ಟಿರುವ ಭಾರತ ಎ, ಆಸೀಸ್ ಬೌಲರ್‌ಗಳ ದಾಳಿಗೆ ತತ್ತರಿಸಿದೆ. ಮೊದಲ ದಿನ ಭಾರತ ಎ ತಂಡ 194 ರನ್‌ಗಳಿಗೆ ಆಲೌಟ್ ಆಗಿತ್ತು. bbox=[45, 848, 390, 881]
across-clue: 17.ಪರಿನ ಪ್ರಮುಖ ಅವಳ ಜೊತೆ ಬಂದ (4) bbox=[1215, 1241, 1354, 1253]
prev-down-answer: 2.ಅಮೃತ 3.ವಿನಾಯಕ bbox=[1106, 1343, 1179, 1355]
crossword-grid[interactable] bbox=[774, 1132, 1099, 1457]
story3-column-2 bbox=[403, 847, 755, 1046]
